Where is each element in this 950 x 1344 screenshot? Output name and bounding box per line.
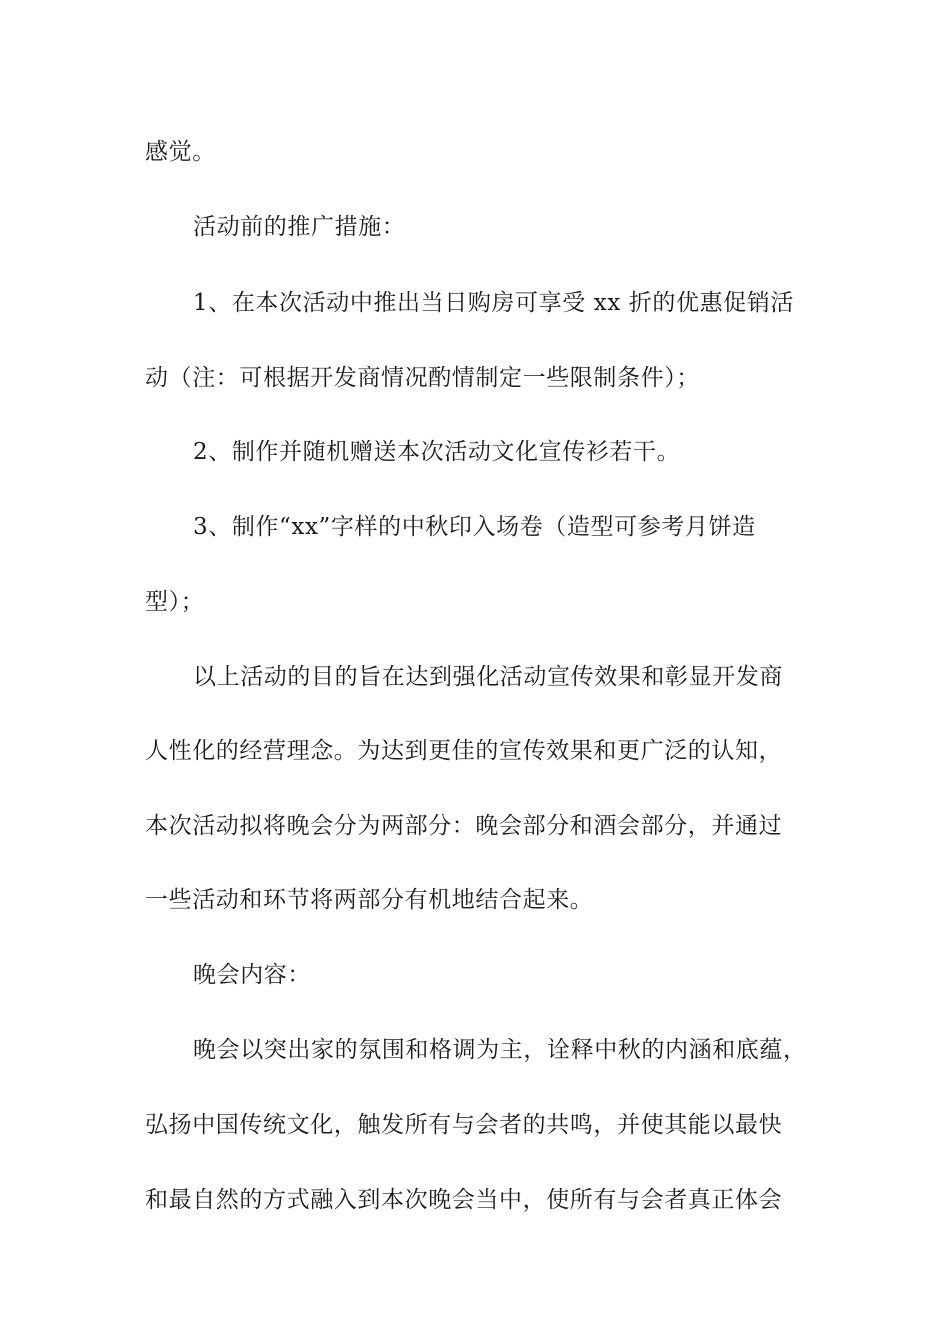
text-line: 2、制作并随机赠送本次活动文化宣传衫若干。 [193, 439, 681, 465]
text-line: 型）； [145, 589, 205, 615]
text-line: 人性化的经营理念。为达到更佳的宣传效果和更广泛的认知， [145, 738, 783, 764]
text-line: 本次活动拟将晚会分为两部分：晚会部分和酒会部分，并通过 [145, 813, 783, 839]
text-line: 1、在本次活动中推出当日购房可享受 xx 折的优惠促销活 [193, 290, 794, 316]
text-line: 3、制作“xx”字样的中秋印入场卷（造型可参考月饼造 [193, 514, 756, 540]
text-line: 感觉。 [145, 139, 216, 165]
text-line: 弘扬中国传统文化，触发所有与会者的共鸣，并使其能以最快 [145, 1112, 783, 1138]
section-heading: 活动前的推广措施： [193, 214, 406, 240]
text-line: 晚会以突出家的氛围和格调为主，诠释中秋的内涵和底蕴， [193, 1037, 807, 1063]
text-line: 以上活动的目的旨在达到强化活动宣传效果和彰显开发商 [193, 664, 783, 690]
text-line: 一些活动和环节将两部分有机地结合起来。 [145, 887, 594, 913]
section-heading: 晚会内容： [193, 962, 311, 988]
text-line: 动（注：可根据开发商情况酌情制定一些限制条件）； [145, 365, 700, 391]
text-line: 和最自然的方式融入到本次晚会当中，使所有与会者真正体会 [145, 1187, 783, 1213]
